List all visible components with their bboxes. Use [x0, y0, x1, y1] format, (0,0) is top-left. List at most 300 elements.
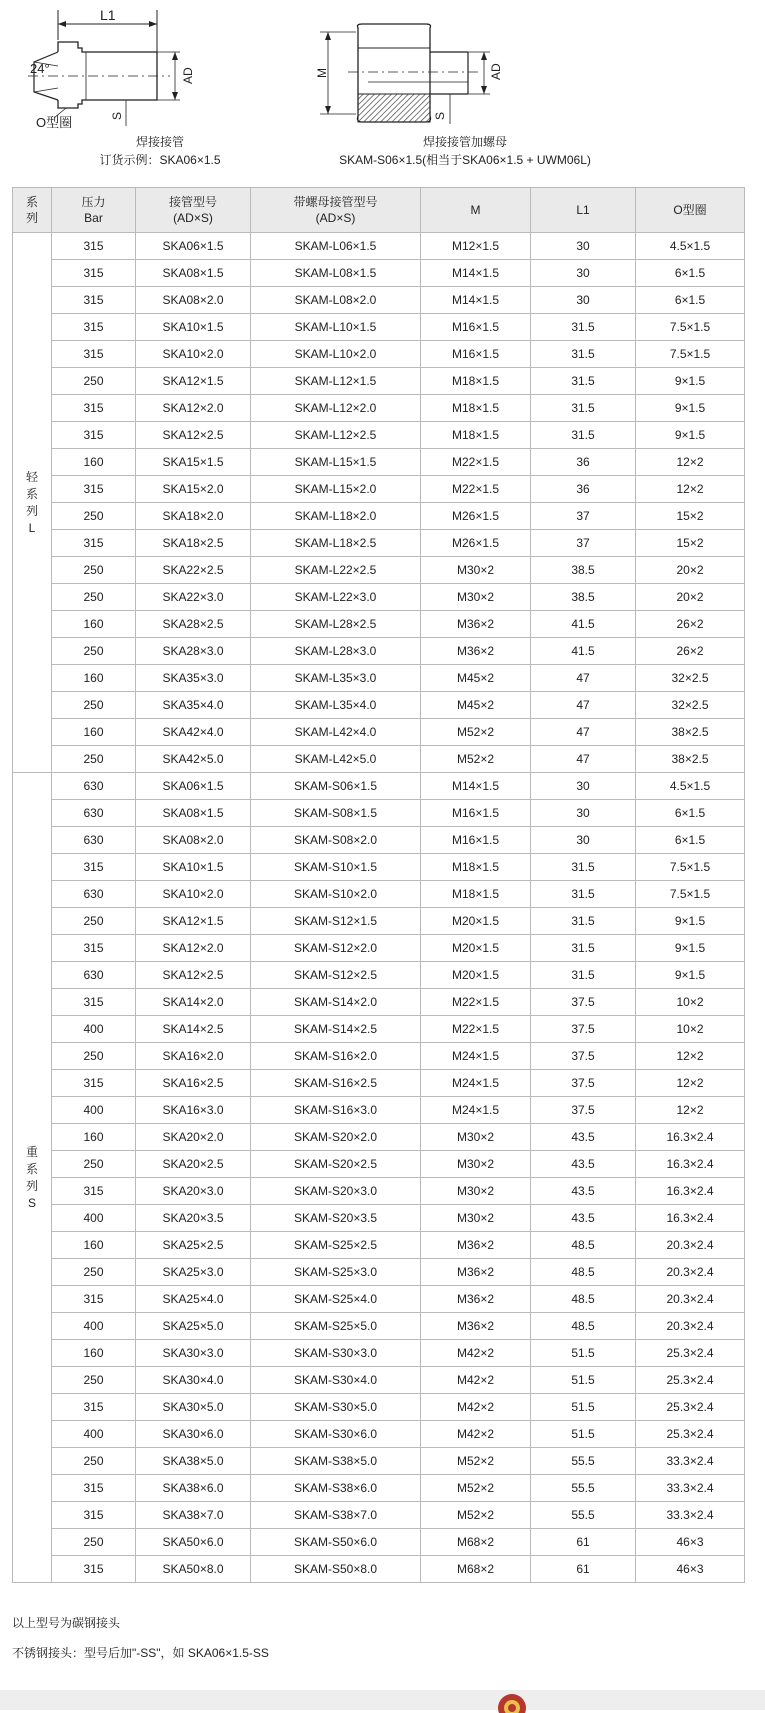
- oring-cell: 20.3×2.4: [636, 1286, 745, 1313]
- thread-m-cell: M14×1.5: [421, 773, 531, 800]
- length-l1-cell: 37.5: [531, 989, 636, 1016]
- thread-m-cell: M22×1.5: [421, 476, 531, 503]
- header-oring-line1: O型圈: [673, 203, 707, 217]
- nipple-model-cell: SKA10×2.0: [136, 341, 251, 368]
- nipple-model-cell: SKA12×2.0: [136, 395, 251, 422]
- nipple-model-cell: SKA28×2.5: [136, 611, 251, 638]
- table-row: [13, 908, 745, 935]
- nipple-model-cell: SKA22×2.5: [136, 557, 251, 584]
- oring-cell: 38×2.5: [636, 719, 745, 746]
- series-char: L: [28, 520, 36, 535]
- nut-nipple-model-cell: SKAM-S12×1.5: [251, 908, 421, 935]
- nut-nipple-model-cell: SKAM-L18×2.5: [251, 530, 421, 557]
- nut-nipple-model-cell: SKAM-S25×4.0: [251, 1286, 421, 1313]
- table-row: [13, 800, 745, 827]
- table-row: [13, 1232, 745, 1259]
- nut-nipple-model-cell: SKAM-S12×2.5: [251, 962, 421, 989]
- length-l1-cell: 37.5: [531, 1097, 636, 1124]
- table-row: [13, 476, 745, 503]
- weld-nipple-diagram: [20, 4, 200, 130]
- dim-ad-label-right: AD: [489, 63, 503, 80]
- nipple-model-cell: SKA14×2.0: [136, 989, 251, 1016]
- oring-cell: 20.3×2.4: [636, 1232, 745, 1259]
- thread-m-cell: M42×2: [421, 1367, 531, 1394]
- thread-m-cell: M18×1.5: [421, 422, 531, 449]
- pressure-cell: 160: [52, 1232, 136, 1259]
- length-l1-cell: 31.5: [531, 422, 636, 449]
- nipple-model-cell: SKA35×4.0: [136, 692, 251, 719]
- oring-cell: 16.3×2.4: [636, 1205, 745, 1232]
- length-l1-cell: 37.5: [531, 1070, 636, 1097]
- nut-nipple-model-cell: SKAM-L10×2.0: [251, 341, 421, 368]
- nut-nipple-model-cell: SKAM-L42×5.0: [251, 746, 421, 773]
- nut-nipple-model-cell: SKAM-L22×3.0: [251, 584, 421, 611]
- weld-nipple-drawing: [20, 4, 200, 130]
- table-row: [13, 233, 745, 260]
- nut-nipple-model-cell: SKAM-L28×2.5: [251, 611, 421, 638]
- nut-nipple-model-cell: SKAM-L35×3.0: [251, 665, 421, 692]
- table-row: [13, 1178, 745, 1205]
- nipple-model-cell: SKA08×1.5: [136, 800, 251, 827]
- oring-cell: 25.3×2.4: [636, 1421, 745, 1448]
- oring-cell: 10×2: [636, 989, 745, 1016]
- nipple-model-cell: SKA35×3.0: [136, 665, 251, 692]
- oring-cell: 25.3×2.4: [636, 1394, 745, 1421]
- table-row: [13, 584, 745, 611]
- nut-nipple-model-cell: SKAM-S38×5.0: [251, 1448, 421, 1475]
- table-row: [13, 1205, 745, 1232]
- pressure-cell: 250: [52, 692, 136, 719]
- pressure-cell: 315: [52, 341, 136, 368]
- nipple-model-cell: SKA08×1.5: [136, 260, 251, 287]
- table-row: [13, 1286, 745, 1313]
- nipple-model-cell: SKA08×2.0: [136, 287, 251, 314]
- nipple-model-cell: SKA30×6.0: [136, 1421, 251, 1448]
- nut-nipple-model-cell: SKAM-S12×2.0: [251, 935, 421, 962]
- table-row: [13, 1043, 745, 1070]
- table-row: [13, 1124, 745, 1151]
- nut-nipple-model-cell: SKAM-S10×1.5: [251, 854, 421, 881]
- table-row: [13, 1016, 745, 1043]
- nut-nipple-model-cell: SKAM-S16×2.5: [251, 1070, 421, 1097]
- nipple-model-cell: SKA16×2.0: [136, 1043, 251, 1070]
- nut-nipple-model-cell: SKAM-S20×3.0: [251, 1178, 421, 1205]
- pressure-cell: 315: [52, 530, 136, 557]
- oring-cell: 6×1.5: [636, 827, 745, 854]
- length-l1-cell: 30: [531, 827, 636, 854]
- nipple-model-cell: SKA12×1.5: [136, 368, 251, 395]
- pressure-cell: 630: [52, 827, 136, 854]
- length-l1-cell: 30: [531, 287, 636, 314]
- pressure-cell: 160: [52, 1124, 136, 1151]
- nipple-model-cell: SKA16×2.5: [136, 1070, 251, 1097]
- weld-nipple-with-nut-caption-example: SKAM-S06×1.5(相当于SKA06×1.5 + UWM06L): [339, 153, 591, 167]
- series-char: S: [27, 1195, 36, 1210]
- oring-cell: 20.3×2.4: [636, 1259, 745, 1286]
- pressure-cell: 250: [52, 908, 136, 935]
- header-series: [13, 188, 52, 233]
- nut-nipple-model-cell: SKAM-S25×5.0: [251, 1313, 421, 1340]
- nipple-model-cell: SKA20×2.0: [136, 1124, 251, 1151]
- pressure-cell: 630: [52, 773, 136, 800]
- length-l1-cell: 47: [531, 746, 636, 773]
- header-nipple-model-line1: 接管型号: [168, 195, 217, 209]
- thread-m-cell: M45×2: [421, 665, 531, 692]
- thread-m-cell: M52×2: [421, 746, 531, 773]
- nipple-model-cell: SKA38×6.0: [136, 1475, 251, 1502]
- header-length-l1: [531, 188, 636, 233]
- table-row: [13, 665, 745, 692]
- nut-nipple-model-cell: SKAM-S25×3.0: [251, 1259, 421, 1286]
- thread-m-cell: M45×2: [421, 692, 531, 719]
- table-row: [13, 368, 745, 395]
- table-row: [13, 1367, 745, 1394]
- nut-nipple-model-cell: SKAM-L42×4.0: [251, 719, 421, 746]
- pressure-cell: 315: [52, 233, 136, 260]
- table-row: [13, 1556, 745, 1583]
- table-row: [13, 719, 745, 746]
- nipple-model-cell: SKA38×7.0: [136, 1502, 251, 1529]
- table-row: [13, 638, 745, 665]
- table-row: [13, 1259, 745, 1286]
- nipple-model-cell: SKA30×4.0: [136, 1367, 251, 1394]
- length-l1-cell: 36: [531, 476, 636, 503]
- nut-nipple-model-cell: SKAM-L35×4.0: [251, 692, 421, 719]
- table-row: [13, 1475, 745, 1502]
- series-char: 列: [25, 1178, 38, 1193]
- oring-cell: 7.5×1.5: [636, 881, 745, 908]
- spec-table: [12, 187, 745, 1583]
- nut-nipple-model-cell: SKAM-S20×2.5: [251, 1151, 421, 1178]
- thread-m-cell: M30×2: [421, 1178, 531, 1205]
- thread-m-cell: M26×1.5: [421, 530, 531, 557]
- oring-cell: 16.3×2.4: [636, 1178, 745, 1205]
- oring-cell: 4.5×1.5: [636, 233, 745, 260]
- pressure-cell: 630: [52, 800, 136, 827]
- nipple-model-cell: SKA15×2.0: [136, 476, 251, 503]
- header-thread-m-line1: M: [470, 203, 481, 217]
- thread-m-cell: M24×1.5: [421, 1070, 531, 1097]
- thread-m-cell: M22×1.5: [421, 449, 531, 476]
- oring-cell: 10×2: [636, 1016, 745, 1043]
- length-l1-cell: 38.5: [531, 557, 636, 584]
- nipple-model-cell: SKA08×2.0: [136, 827, 251, 854]
- header-nipple-model: [136, 188, 251, 233]
- length-l1-cell: 37.5: [531, 1016, 636, 1043]
- nut-nipple-model-cell: SKAM-S20×2.0: [251, 1124, 421, 1151]
- oring-cell: 9×1.5: [636, 368, 745, 395]
- pressure-cell: 315: [52, 1178, 136, 1205]
- oring-cell: 6×1.5: [636, 800, 745, 827]
- length-l1-cell: 31.5: [531, 962, 636, 989]
- nipple-model-cell: SKA12×1.5: [136, 908, 251, 935]
- nut-nipple-model-cell: SKAM-S30×6.0: [251, 1421, 421, 1448]
- pressure-cell: 250: [52, 746, 136, 773]
- nut-nipple-model-cell: SKAM-L08×1.5: [251, 260, 421, 287]
- length-l1-cell: 31.5: [531, 854, 636, 881]
- nut-nipple-model-cell: SKAM-L08×2.0: [251, 287, 421, 314]
- thread-m-cell: M36×2: [421, 1259, 531, 1286]
- length-l1-cell: 31.5: [531, 341, 636, 368]
- length-l1-cell: 55.5: [531, 1502, 636, 1529]
- nipple-model-cell: SKA06×1.5: [136, 773, 251, 800]
- length-l1-cell: 38.5: [531, 584, 636, 611]
- pressure-cell: 160: [52, 719, 136, 746]
- header-nut-nipple-model-line1: 带螺母接管型号: [293, 195, 378, 209]
- company-logo-icon: [496, 1692, 528, 1713]
- nipple-model-cell: SKA10×1.5: [136, 854, 251, 881]
- length-l1-cell: 47: [531, 719, 636, 746]
- pressure-cell: 160: [52, 611, 136, 638]
- nipple-model-cell: SKA30×3.0: [136, 1340, 251, 1367]
- pressure-cell: 250: [52, 368, 136, 395]
- nipple-model-cell: SKA25×2.5: [136, 1232, 251, 1259]
- thread-m-cell: M14×1.5: [421, 287, 531, 314]
- pressure-cell: 250: [52, 1529, 136, 1556]
- nut-nipple-model-cell: SKAM-S30×5.0: [251, 1394, 421, 1421]
- header-nut-nipple-model-line2: (AD×S): [315, 211, 356, 225]
- pressure-cell: 315: [52, 287, 136, 314]
- thread-m-cell: M24×1.5: [421, 1097, 531, 1124]
- nipple-model-cell: SKA22×3.0: [136, 584, 251, 611]
- length-l1-cell: 48.5: [531, 1259, 636, 1286]
- oring-cell: 38×2.5: [636, 746, 745, 773]
- oring-cell: 7.5×1.5: [636, 854, 745, 881]
- nut-nipple-model-cell: SKAM-L15×2.0: [251, 476, 421, 503]
- length-l1-cell: 30: [531, 233, 636, 260]
- pressure-cell: 250: [52, 584, 136, 611]
- pressure-cell: 315: [52, 1502, 136, 1529]
- thread-m-cell: M36×2: [421, 1232, 531, 1259]
- thread-m-cell: M68×2: [421, 1556, 531, 1583]
- length-l1-cell: 48.5: [531, 1232, 636, 1259]
- nut-nipple-model-cell: SKAM-L12×1.5: [251, 368, 421, 395]
- thread-m-cell: M16×1.5: [421, 341, 531, 368]
- oring-cell: 9×1.5: [636, 908, 745, 935]
- pressure-cell: 315: [52, 422, 136, 449]
- nipple-model-cell: SKA50×8.0: [136, 1556, 251, 1583]
- pressure-cell: 630: [52, 881, 136, 908]
- pressure-cell: 315: [52, 1475, 136, 1502]
- table-row: [13, 503, 745, 530]
- oring-cell: 20×2: [636, 557, 745, 584]
- nut-nipple-model-cell: SKAM-S16×2.0: [251, 1043, 421, 1070]
- nut-nipple-model-cell: SKAM-L18×2.0: [251, 503, 421, 530]
- carbon-steel-note: 以上型号为碳钢接头: [12, 1616, 121, 1630]
- nut-nipple-model-cell: SKAM-L12×2.0: [251, 395, 421, 422]
- length-l1-cell: 31.5: [531, 395, 636, 422]
- pressure-cell: 630: [52, 962, 136, 989]
- oring-cell: 9×1.5: [636, 962, 745, 989]
- thread-m-cell: M24×1.5: [421, 1043, 531, 1070]
- length-l1-cell: 30: [531, 260, 636, 287]
- dim-m-label: M: [315, 68, 329, 78]
- thread-m-cell: M18×1.5: [421, 395, 531, 422]
- length-l1-cell: 47: [531, 692, 636, 719]
- thread-m-cell: M36×2: [421, 611, 531, 638]
- nut-nipple-model-cell: SKAM-S10×2.0: [251, 881, 421, 908]
- length-l1-cell: 55.5: [531, 1448, 636, 1475]
- table-row: [13, 1151, 745, 1178]
- series-char: 系: [25, 1161, 38, 1176]
- oring-cell: 32×2.5: [636, 692, 745, 719]
- thread-m-cell: M68×2: [421, 1529, 531, 1556]
- dim-angle-label: 24°: [30, 61, 50, 76]
- oring-cell: 46×3: [636, 1556, 745, 1583]
- header-oring: [636, 188, 745, 233]
- oring-cell: 6×1.5: [636, 260, 745, 287]
- oring-cell: 12×2: [636, 476, 745, 503]
- length-l1-cell: 61: [531, 1556, 636, 1583]
- weld-nipple-caption-example: 订货示例：SKA06×1.5: [99, 153, 221, 167]
- footer-strip: [0, 1690, 765, 1710]
- oring-cell: 33.3×2.4: [636, 1502, 745, 1529]
- oring-cell: 12×2: [636, 1043, 745, 1070]
- header-series-line1: 系: [25, 195, 38, 209]
- oring-cell: 12×2: [636, 449, 745, 476]
- oring-cell: 16.3×2.4: [636, 1151, 745, 1178]
- oring-cell: 9×1.5: [636, 422, 745, 449]
- length-l1-cell: 51.5: [531, 1340, 636, 1367]
- nut-nipple-model-cell: SKAM-S08×1.5: [251, 800, 421, 827]
- oring-cell: 25.3×2.4: [636, 1367, 745, 1394]
- nut-nipple-model-cell: SKAM-L28×3.0: [251, 638, 421, 665]
- table-row: [13, 1502, 745, 1529]
- nipple-model-cell: SKA42×4.0: [136, 719, 251, 746]
- nipple-model-cell: SKA25×3.0: [136, 1259, 251, 1286]
- pressure-cell: 315: [52, 476, 136, 503]
- table-row: [13, 611, 745, 638]
- table-row: [13, 449, 745, 476]
- thread-m-cell: M20×1.5: [421, 908, 531, 935]
- table-row: [13, 1070, 745, 1097]
- length-l1-cell: 43.5: [531, 1151, 636, 1178]
- dim-s-label: S: [110, 111, 124, 120]
- pressure-cell: 400: [52, 1097, 136, 1124]
- stainless-steel-note: 不锈钢接头：型号后加"-SS"，如 SKA06×1.5-SS: [12, 1646, 269, 1660]
- nut-nipple-model-cell: SKAM-S14×2.5: [251, 1016, 421, 1043]
- pressure-cell: 400: [52, 1205, 136, 1232]
- length-l1-cell: 30: [531, 800, 636, 827]
- weld-nipple-with-nut-caption-title: 焊接接管加螺母: [422, 135, 507, 149]
- thread-m-cell: M30×2: [421, 1124, 531, 1151]
- nipple-model-cell: SKA42×5.0: [136, 746, 251, 773]
- header-series-line2: 列: [25, 211, 38, 225]
- header-nut-nipple-model: [251, 188, 421, 233]
- nipple-model-cell: SKA10×1.5: [136, 314, 251, 341]
- thread-m-cell: M52×2: [421, 719, 531, 746]
- pressure-cell: 315: [52, 314, 136, 341]
- pressure-cell: 250: [52, 1043, 136, 1070]
- length-l1-cell: 61: [531, 1529, 636, 1556]
- nut-nipple-model-cell: SKAM-S30×4.0: [251, 1367, 421, 1394]
- thread-m-cell: M30×2: [421, 1205, 531, 1232]
- nut-nipple-model-cell: SKAM-L06×1.5: [251, 233, 421, 260]
- table-row: [13, 530, 745, 557]
- pressure-cell: 315: [52, 935, 136, 962]
- pressure-cell: 315: [52, 1394, 136, 1421]
- table-row: [13, 314, 745, 341]
- thread-m-cell: M20×1.5: [421, 962, 531, 989]
- thread-m-cell: M42×2: [421, 1421, 531, 1448]
- pressure-cell: 315: [52, 989, 136, 1016]
- thread-m-cell: M30×2: [421, 584, 531, 611]
- pressure-cell: 250: [52, 557, 136, 584]
- thread-m-cell: M36×2: [421, 1313, 531, 1340]
- nipple-model-cell: SKA20×2.5: [136, 1151, 251, 1178]
- pressure-cell: 315: [52, 260, 136, 287]
- thread-m-cell: M52×2: [421, 1475, 531, 1502]
- dim-s-label-right: S: [433, 111, 447, 120]
- oring-cell: 6×1.5: [636, 287, 745, 314]
- pressure-cell: 250: [52, 1367, 136, 1394]
- nut-nipple-model-cell: SKAM-S16×3.0: [251, 1097, 421, 1124]
- thread-m-cell: M52×2: [421, 1448, 531, 1475]
- thread-m-cell: M20×1.5: [421, 935, 531, 962]
- nut-nipple-model-cell: SKAM-S30×3.0: [251, 1340, 421, 1367]
- oring-cell: 16.3×2.4: [636, 1124, 745, 1151]
- pressure-cell: 250: [52, 1259, 136, 1286]
- pressure-cell: 315: [52, 1070, 136, 1097]
- thread-m-cell: M22×1.5: [421, 1016, 531, 1043]
- pressure-cell: 400: [52, 1016, 136, 1043]
- length-l1-cell: 43.5: [531, 1205, 636, 1232]
- length-l1-cell: 31.5: [531, 368, 636, 395]
- oring-cell: 12×2: [636, 1097, 745, 1124]
- oring-cell: 26×2: [636, 611, 745, 638]
- table-row: [13, 692, 745, 719]
- length-l1-cell: 31.5: [531, 881, 636, 908]
- pressure-cell: 160: [52, 665, 136, 692]
- nipple-model-cell: SKA20×3.5: [136, 1205, 251, 1232]
- length-l1-cell: 31.5: [531, 935, 636, 962]
- length-l1-cell: 48.5: [531, 1286, 636, 1313]
- length-l1-cell: 41.5: [531, 638, 636, 665]
- thread-m-cell: M42×2: [421, 1394, 531, 1421]
- table-row: [13, 881, 745, 908]
- nut-nipple-model-cell: SKAM-S50×8.0: [251, 1556, 421, 1583]
- table-row: [13, 935, 745, 962]
- series-char: 列: [25, 503, 38, 518]
- spec-table-body: [13, 233, 745, 1583]
- thread-m-cell: M30×2: [421, 1151, 531, 1178]
- table-row: [13, 1097, 745, 1124]
- nipple-model-cell: SKA30×5.0: [136, 1394, 251, 1421]
- nut-nipple-model-cell: SKAM-L10×1.5: [251, 314, 421, 341]
- table-row: [13, 746, 745, 773]
- oring-cell: 7.5×1.5: [636, 314, 745, 341]
- table-row: [13, 557, 745, 584]
- header-pressure: [52, 188, 136, 233]
- thread-m-cell: M36×2: [421, 638, 531, 665]
- nipple-model-cell: SKA10×2.0: [136, 881, 251, 908]
- length-l1-cell: 31.5: [531, 314, 636, 341]
- thread-m-cell: M18×1.5: [421, 881, 531, 908]
- dim-ad-label: AD: [181, 67, 195, 84]
- table-row: [13, 1529, 745, 1556]
- length-l1-cell: 37.5: [531, 1043, 636, 1070]
- thread-m-cell: M22×1.5: [421, 989, 531, 1016]
- nipple-model-cell: SKA06×1.5: [136, 233, 251, 260]
- oring-cell: 33.3×2.4: [636, 1475, 745, 1502]
- pressure-cell: 250: [52, 1151, 136, 1178]
- table-row: [13, 1394, 745, 1421]
- length-l1-cell: 37: [531, 503, 636, 530]
- pressure-cell: 315: [52, 395, 136, 422]
- thread-m-cell: M18×1.5: [421, 368, 531, 395]
- pressure-cell: 250: [52, 638, 136, 665]
- pressure-cell: 315: [52, 1556, 136, 1583]
